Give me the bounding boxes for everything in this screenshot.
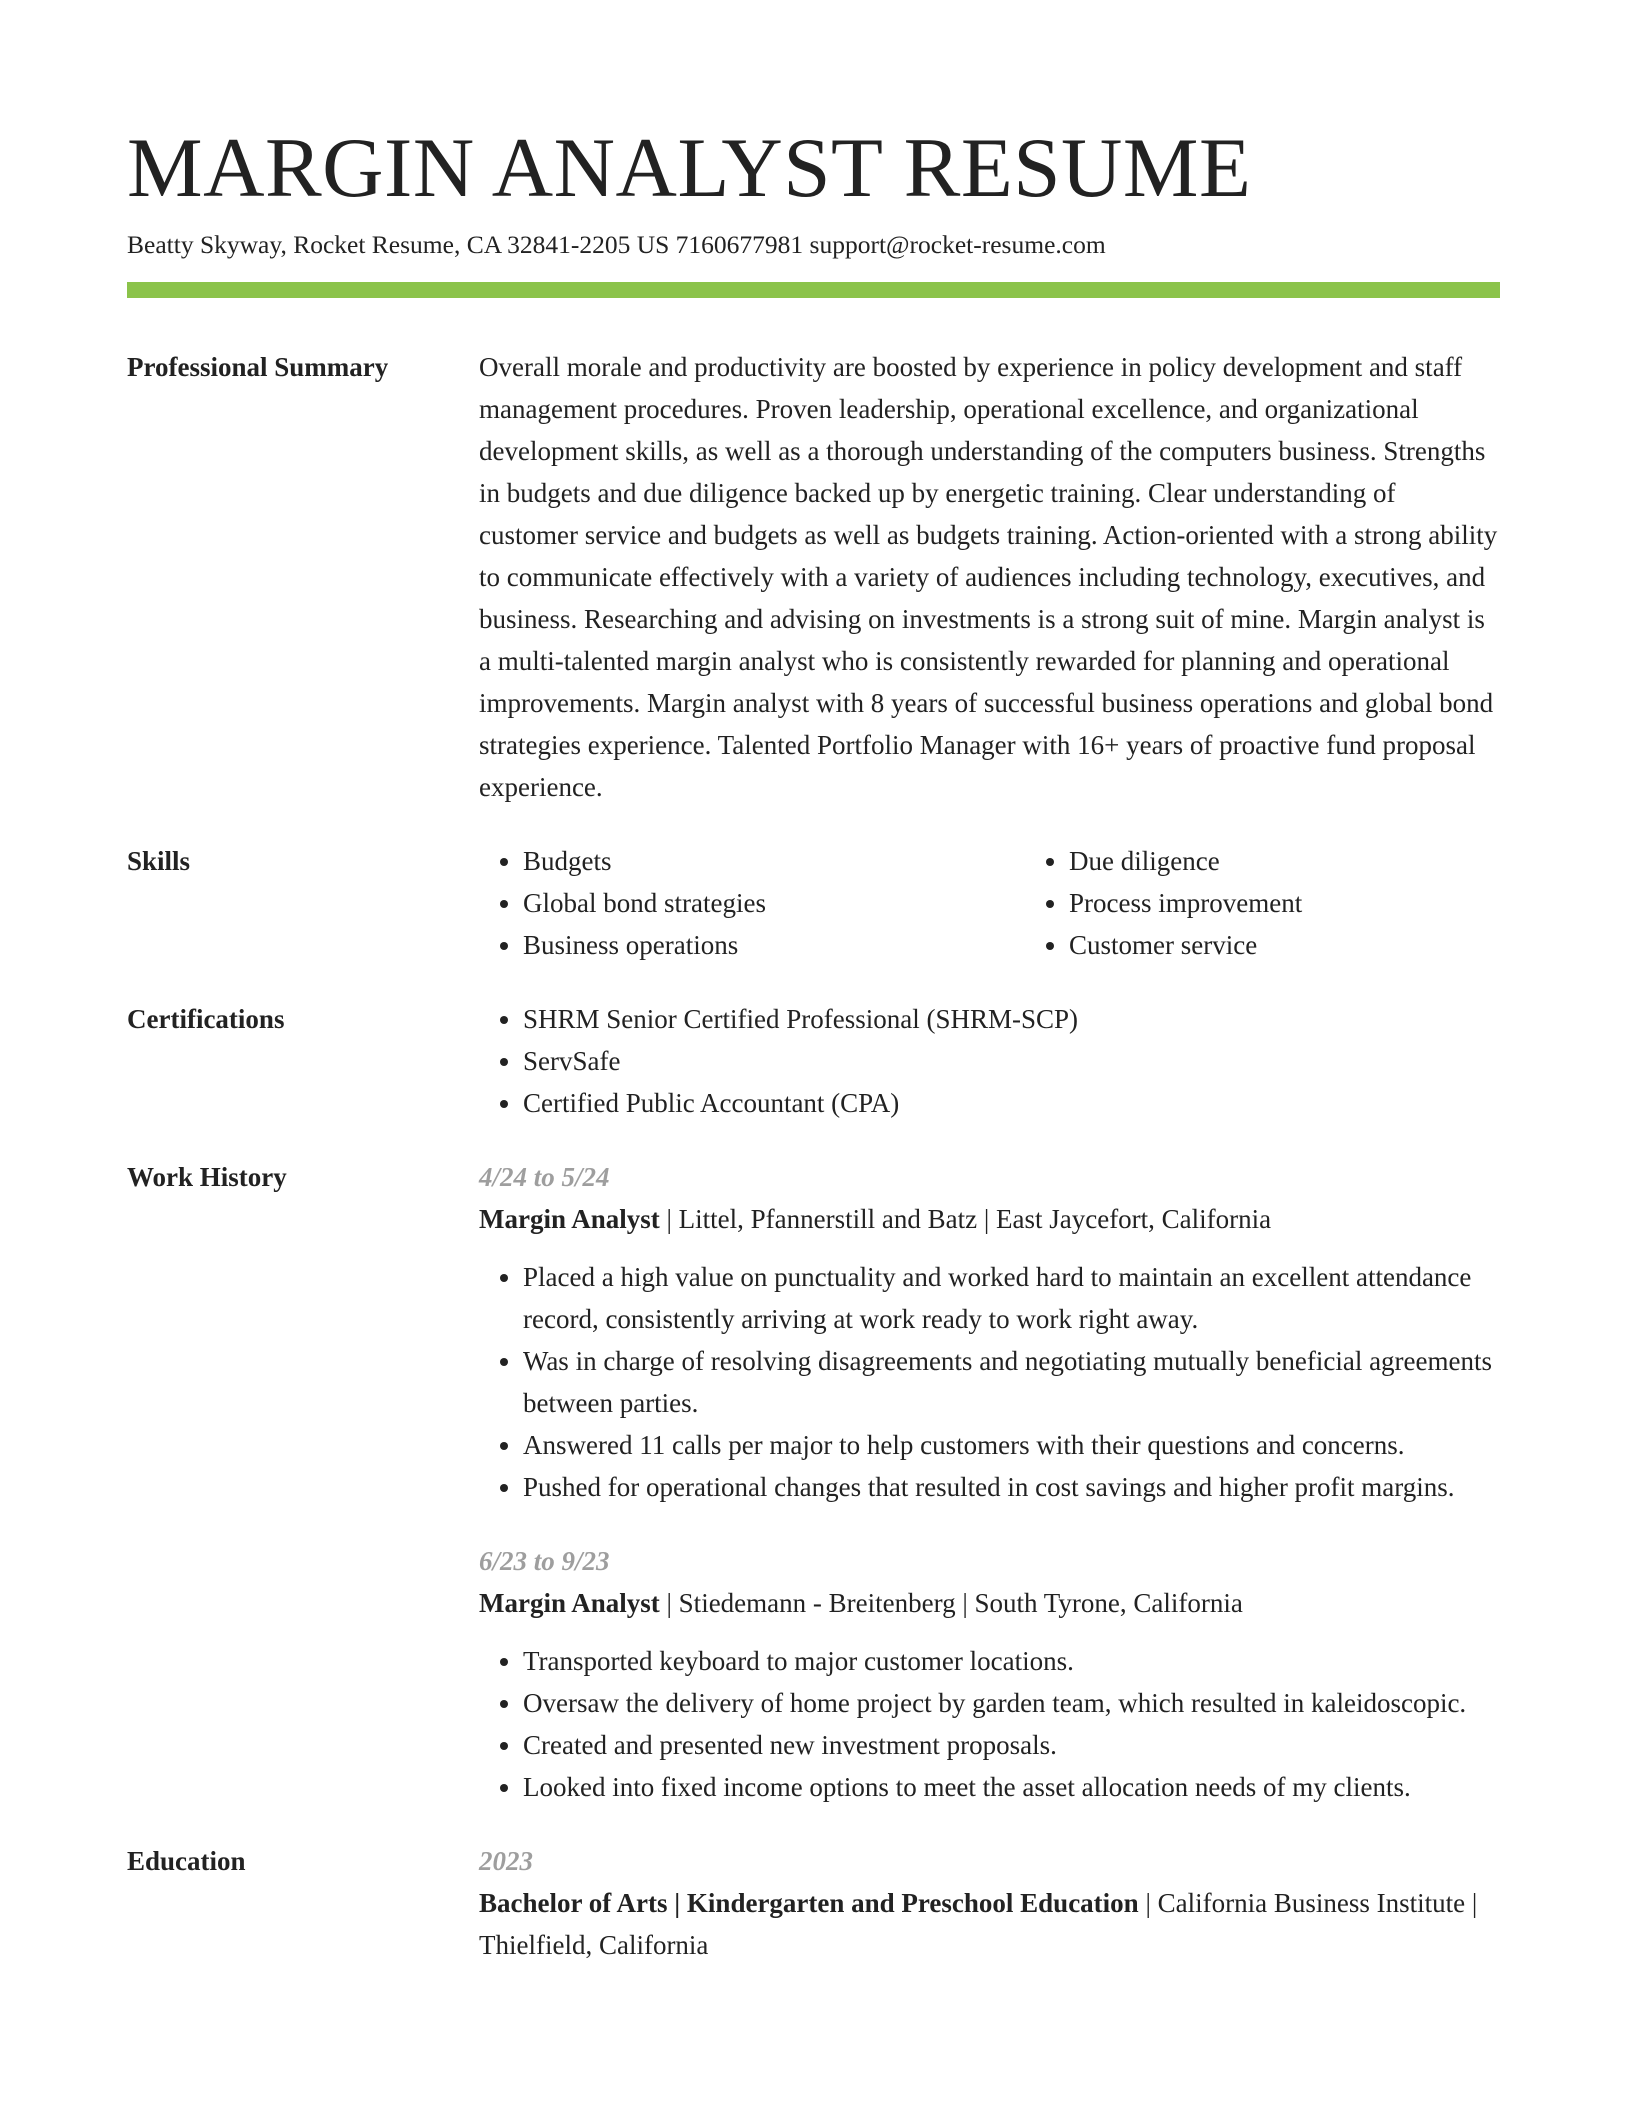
section-label-summary: Professional Summary: [127, 352, 389, 382]
professional-summary-section: [127, 346, 1500, 808]
certifications-list: [479, 998, 1500, 1124]
job-bullet: • Created and presented new investment proposals.: [523, 1724, 1500, 1766]
skill-item: • Budgets: [523, 840, 1025, 882]
section-label-certifications: Certifications: [127, 1004, 285, 1034]
contact-info: Beatty Skyway, Rocket Resume, CA 32841-2205 US 7160677981 support@rocket-resume.com: [127, 230, 1106, 259]
skills-list: [479, 840, 1525, 966]
job-entry: [479, 1540, 1500, 1808]
job-title: Margin Analyst: [479, 1204, 660, 1234]
job-bullet: • Oversaw the delivery of home project by garden team, which resulted in kaleidoscopic.: [523, 1682, 1500, 1724]
job-bullets: [479, 1256, 1500, 1508]
job-heading: [479, 1582, 1500, 1624]
education-section: [127, 1840, 1500, 1966]
job-heading: [479, 1198, 1500, 1240]
school-location: | California Business Institute | Thielfield, California: [479, 1888, 1478, 1960]
resume-title: MARGIN ANALYST RESUME: [127, 121, 1252, 215]
section-label-education: Education: [127, 1846, 246, 1876]
job-date: 6/23 to 9/23: [479, 1546, 610, 1576]
job-title: Margin Analyst: [479, 1588, 660, 1618]
skills-section: [127, 840, 1500, 966]
summary-text: Overall morale and productivity are boosted by experience in policy development and staff management procedures. Proven leadership, operational excellence, and organizational development skills, as well as a thorough understanding of the computers business. Strengths in budgets and due diligence backed up by energetic training. Clear understanding of customer service and budgets as well as budgets training. Action-oriented with a strong ability to communicate effectively with a variety of audiences including technology, executives, and business. Researching and advising on investments is a strong suit of mine. Margin analyst is a multi-talented margin analyst who is consistently rewarded for planning and operational improvements. Margin analyst with 8 years of successful business operations and global bond strategies experience. Talented Portfolio Manager with 16+ years of proactive fund proposal experience.: [479, 352, 1498, 802]
skill-item: • Due diligence: [1069, 840, 1525, 882]
certifications-section: [127, 998, 1500, 1124]
job-entry: [479, 1156, 1500, 1508]
job-bullets: [479, 1640, 1500, 1808]
job-bullet: • Pushed for operational changes that resulted in cost savings and higher profit margins.: [523, 1466, 1500, 1508]
job-employer-location: | Littel, Pfannerstill and Batz | East Jaycefort, California: [659, 1204, 1272, 1234]
job-bullet: • Answered 11 calls per major to help customers with their questions and concerns.: [523, 1424, 1500, 1466]
job-bullet: • Transported keyboard to major customer locations.: [523, 1640, 1500, 1682]
certification-item: • ServSafe: [523, 1040, 1500, 1082]
job-employer-location: | Stiedemann - Breitenberg | South Tyrone, California: [659, 1588, 1243, 1618]
education-date: 2023: [479, 1846, 533, 1876]
job-date: 4/24 to 5/24: [479, 1162, 610, 1192]
job-bullet: • Was in charge of resolving disagreements and negotiating mutually beneficial agreements between parties.: [523, 1340, 1500, 1424]
education-heading: [479, 1882, 1500, 1966]
certification-item: • Certified Public Accountant (CPA): [523, 1082, 1500, 1124]
header-divider: [127, 282, 1500, 298]
job-bullet: • Placed a high value on punctuality and worked hard to maintain an excellent attendance record, consistently arriving at work ready to work right away.: [523, 1256, 1500, 1340]
section-label-work-history: Work History: [127, 1162, 287, 1192]
skill-item: • Customer service: [1069, 924, 1525, 966]
work-history-section: [127, 1156, 1500, 1808]
job-bullet: • Looked into fixed income options to meet the asset allocation needs of my clients.: [523, 1766, 1500, 1808]
skill-item: • Global bond strategies: [523, 882, 1025, 924]
section-label-skills: Skills: [127, 846, 191, 876]
skill-item: • Process improvement: [1069, 882, 1525, 924]
resume-page: [127, 118, 1500, 1966]
degree: Bachelor of Arts | Kindergarten and Preschool Education: [479, 1888, 1139, 1918]
certification-item: • SHRM Senior Certified Professional (SHRM-SCP): [523, 998, 1500, 1040]
skill-item: • Business operations: [523, 924, 1025, 966]
